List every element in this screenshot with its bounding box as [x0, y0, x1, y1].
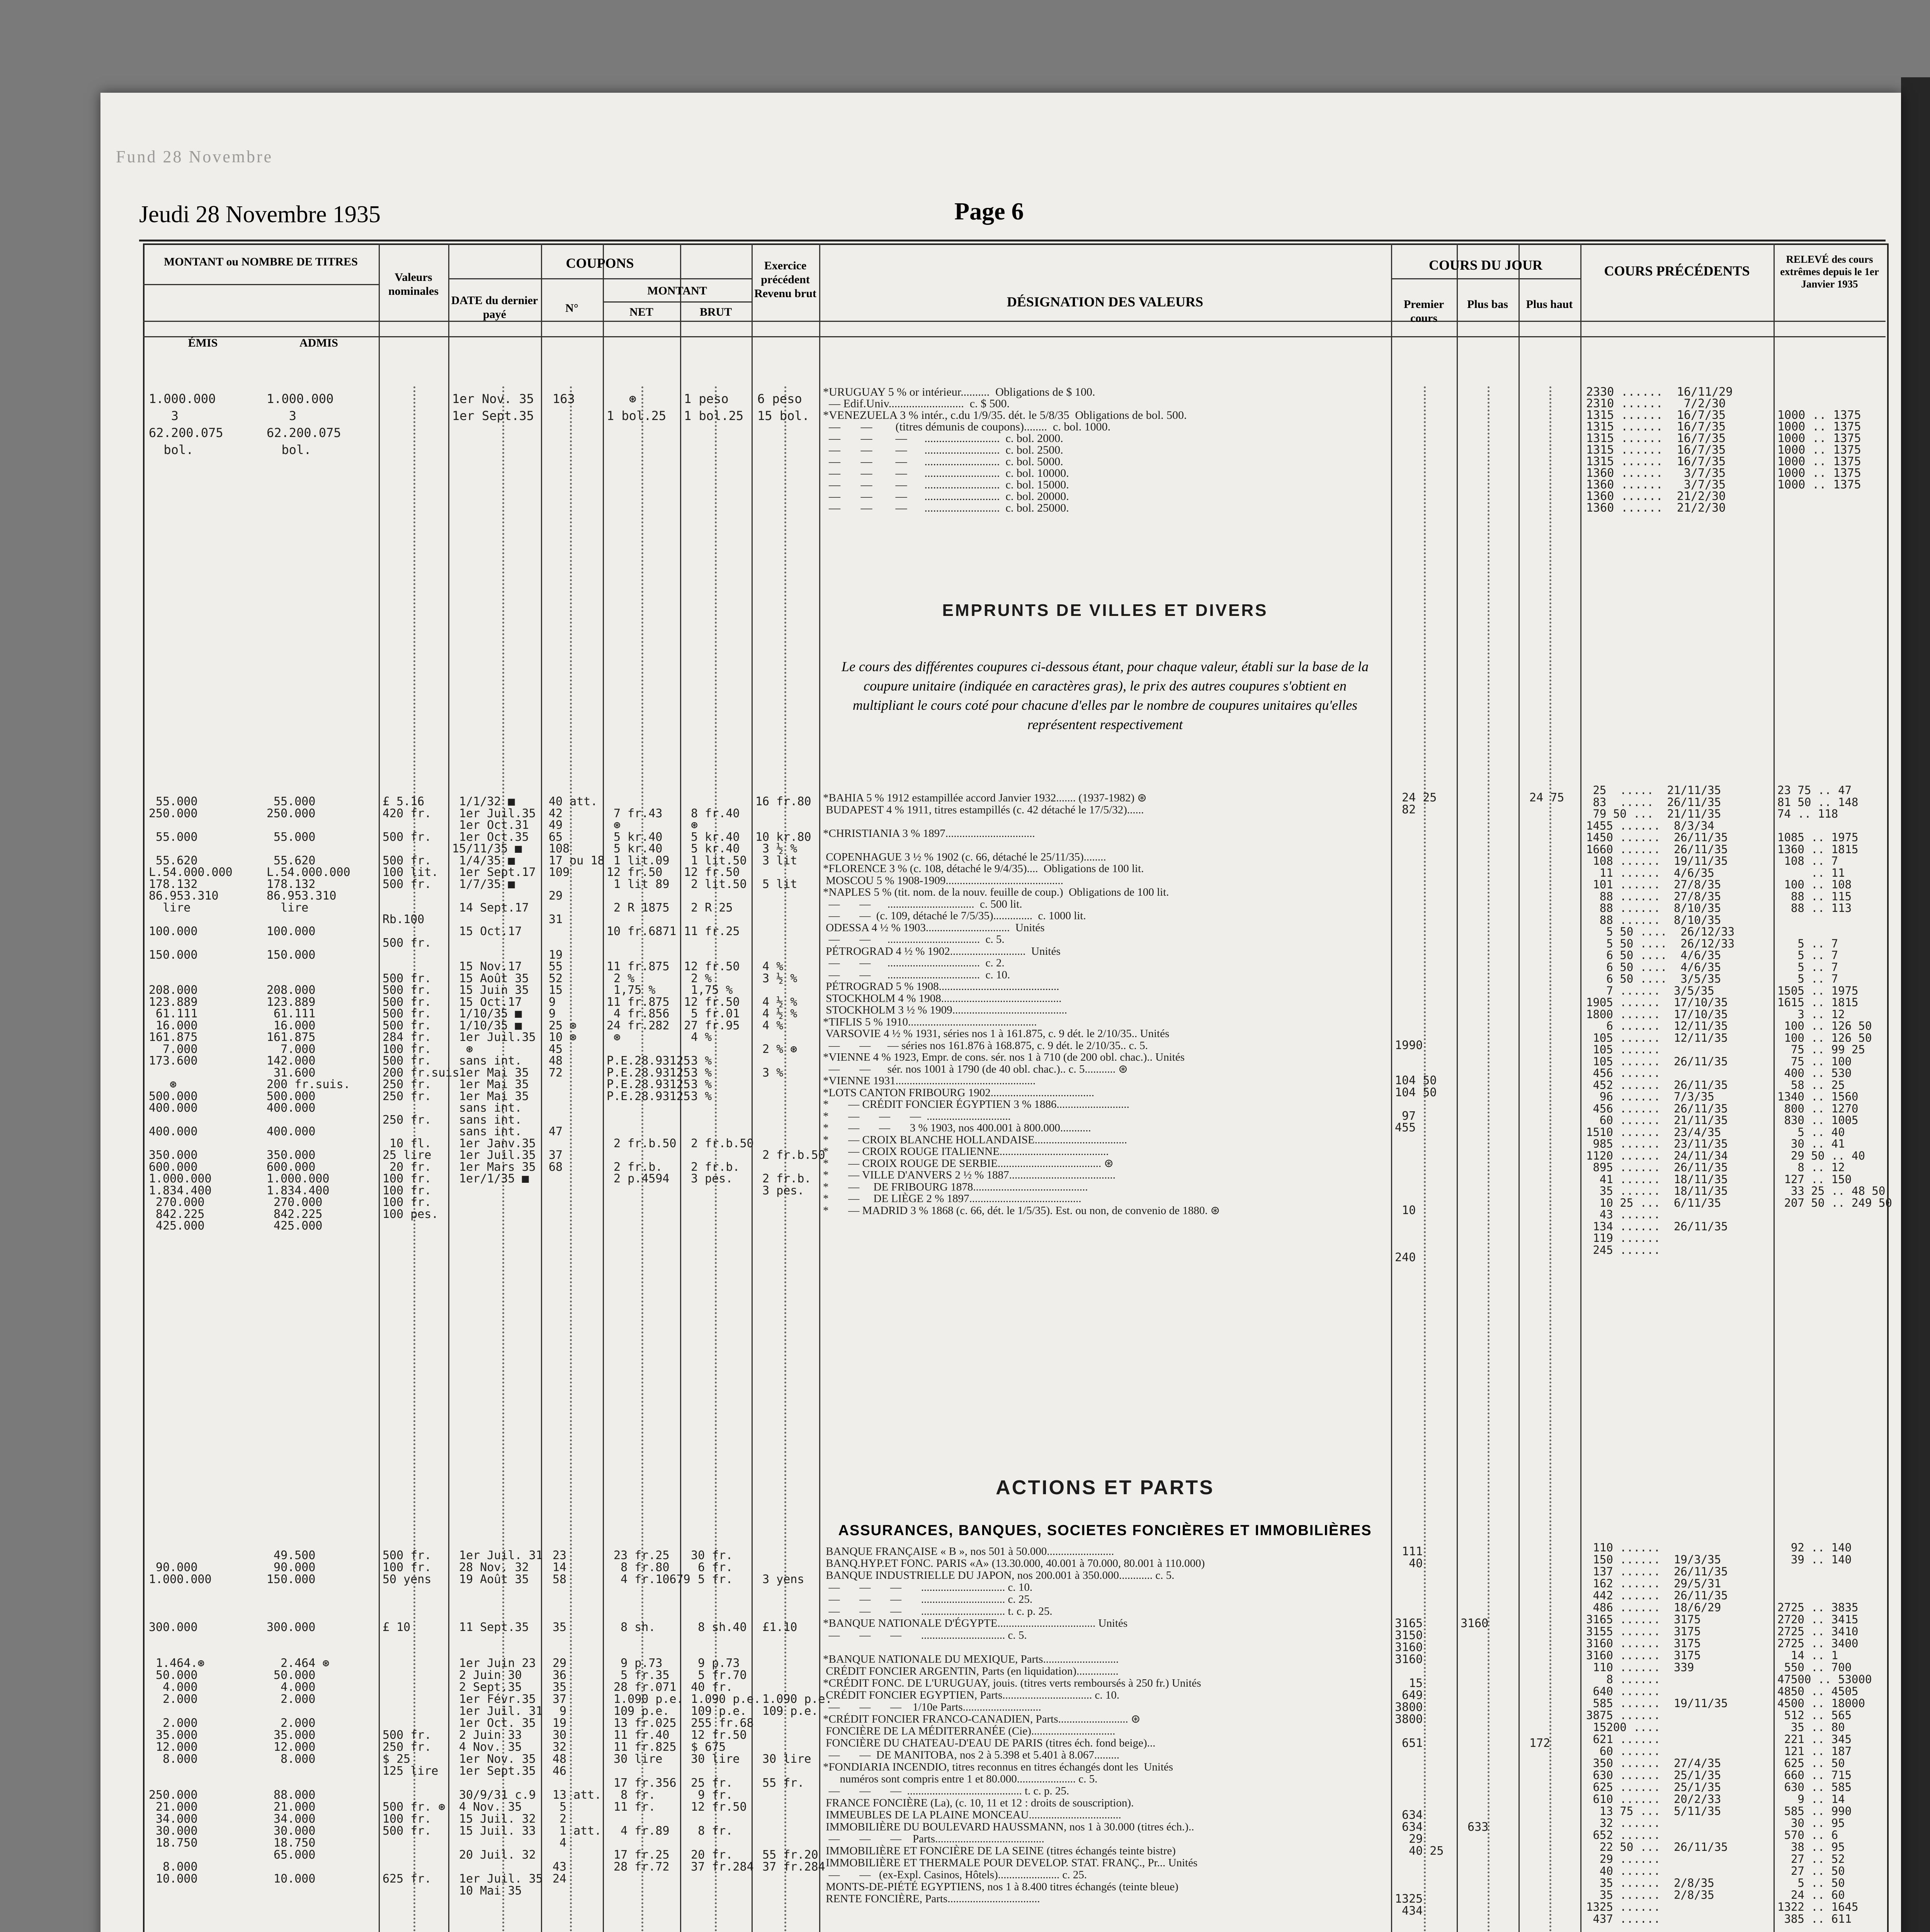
uruguay-num: 163: [553, 391, 575, 406]
assurances-plus-haut: 172: [1529, 1736, 1551, 1750]
assurances-revenu: 3 yens £1.10 1.090 p.e. 109 p.e. 30 lire 55 fr. 55 fr.20 37 fr.284: [762, 1573, 832, 1874]
titres-rule: [143, 284, 379, 285]
header-rule: [139, 240, 1886, 242]
emprunts-brut: 8 fr.40 ⊛ 5 kr.40 5 kr.40 1 lit.50 12 fr.50 2 lit.50 2 R 25 11 fr.25 12 fr.50 2 % 1,75 % 12 fr.50 5 fr.01 27 fr.95 4 % 3 % 3 % 3 % 3 % 2 fr.b.50 2 fr.b. 3 pes.: [684, 806, 754, 1185]
col-emis: ÉMIS: [188, 337, 218, 349]
cours-jour-rule: [1391, 278, 1580, 279]
assurances-precedents: 110 ...... 150 ...... 19/3/35 137 ...... 26/11/35 162 ...... 29/5/31 442 ...... 26/11/35 486 ...... 18/6/29 3165 ...... 3175 3155 ...... 3175 3160 ...... 3175 3160 ...... 3175 110 ...... 339 8 ...... 640 ...... 585 ...... 19/11/35 3875 ...... 15200 .... 621 ...... 60 ...... 350 ...... 27/4/35 630 ...... 25/1/35 625 ...... 25/1/35 610 ...... 20/2/33 13 75 ... 5/11/35 32 ...... 652 ...... 22 50 ... 26/11/35 29 ...... 40 ...... 35 ...... 2/8/35 35 ...... 2/8/35 1325 ...... 437 ......: [1586, 1541, 1728, 1925]
emprunts-releve: 23 75 .. 47 81 50 .. 148 74 .. 118 1085 .. 1975 1360 .. 1815 108 .. 7 .. 11 100 .. 108 88 .. 115 88 .. 113 5 .. 7 5 .. 7 5 .. 7 5 .. 7 1505 .. 1975 1615 .. 1815 3 .. 12 100 .. 126 50 100 .. 126 50 75 .. 99 25 75 .. 100 400 .. 530 58 .. 25 1340 .. 1560 800 .. 1270 830 .. 1005 5 .. 40 30 .. 41 29 50 .. 40 8 .. 12 127 .. 150 33 25 .. 48 50 207 50 .. 249 50: [1777, 784, 1892, 1209]
emprunts-date: 1/1/32 ■ 1er Juil.35 1er Oct.31 1er Oct.35 15/11/35 ■ 1/4/35 ■ 1er Sept.17 1/7/35 ■ 14 Sept.17 15 Oct.17 15 Nov.17 15 Août 35 15 Juin 35 15 Oct.17 1/10/35 ■ 1/10/35 ■ 1er Juil.35 ⊛ sans int. 1er Mai 35 1er Mai 35 1er Mai 35 sans int. sans int. sans int. 1er Janv.35 1er Juil.35 1er Mars 35 1er/1/35 ■: [452, 795, 536, 1185]
coupons-rule: [448, 278, 752, 279]
assurances-valeur-nominale: 500 fr. 100 fr. 50 yens £ 10 500 fr. 250 fr. $ 25 125 lire 500 fr. ⊛ 100 fr. 500 fr. 625 fr.: [383, 1549, 446, 1886]
emprunts-designation: *BAHIA 5 % 1912 estampillée accord Janvier 1932....... (1937-1982) ⊛ BUDAPEST 4 % 1911, titres estampillés (c. 42 détaché le 17/5/32)...... *CHRISTIANIA 3 % 1897................................ COPENHAGUE 3 ½ % 1902 (c. 66, détaché le 25/11/35)........ *FLORENCE 3 % (c. 108, détaché le 9/4/35).... Obligations de 100 lit. MOSCOU 5 % 1908-1909.......................................... *NAPLES 5 % (tit. nom. de la nouv. feuille de coup.) Obligations de 100 lit. — — ............................... c. 500 lit. — — (c. 109, détaché le 7/5/35).............. c. 1000 lit. ODESSA 4 ½ % 1903.............................. Unités — — ................................. c. 5. PÉTROGRAD 4 ½ % 1902........................... Unités — — ................................. c. 2. — — ................................. c. 10. PÉTROGRAD 5 % 1908........................................... STOCKHOLM 4 % 1908........................................... STOCKHOLM 3 ½ % 1909......................................... *TIFLIS 5 % 1910.............................................. VARSOVIE 4 ½ % 1931, séries nos 1 à 161.875, c. 9 dét. le 2/10/35.. Unités — — — séries nos 161.876 à 168.875, c. 9 dét. le 2/10/35.. c. 5. *VIENNE 4 % 1923, Empr. de cons. sér. nos 1 à 710 (de 200 obl. chac.).. Unités — — sér. nos 1001 à 1790 (de 40 obl. chac.).. c. 5........... ⊛ *VIENNE 1931.................................................. *LOTS CANTON FRIBOURG 1902..................................... * — CRÉDIT FONCIER ÉGYPTIEN 3 % 1886.......................... * — — — .............................. * — — 3 % 1903, nos 400.001 à 800.000........... * — CROIX BLANCHE HOLLANDAISE................................. * — CROIX ROUGE ITALIENNE....................................... * — CROIX ROUGE DE SERBIE..................................... ⊛ * — VILLE D'ANVERS 2 ½ % 1887...................................... * — DE FRIBOURG 1878......................................... * — DE LIÈGE 2 % 1897........................................ * — MADRID 3 % 1868 (c. 66, dét. le 1/5/35). Est. ou non, de convenio de 1880. ⊛: [823, 792, 1220, 1217]
uruguay-brut: 1 peso 1 bol.25: [684, 391, 744, 423]
col-montant: MONTANT ou NOMBRE DE TITRES: [164, 255, 358, 268]
col-valeurs-nominales: Valeurs nominales: [388, 271, 439, 298]
emprunts-admis: 55.000 250.000 55.000 55.620 L.54.000.000 178.132 86.953.310 lire 100.000 150.000 208.000 123.889 61.111 16.000 161.875 7.000 142.000 31.600 200 fr.suis. 500.000 400.000 400.000 350.000 600.000 1.000.000 1.834.400 270.000 842.225 425.000: [267, 795, 350, 1233]
column-rule: [1580, 243, 1581, 1932]
column-rule: [379, 243, 380, 1932]
col-cours-precedents: COURS PRÉCÉDENTS: [1604, 263, 1750, 279]
section-emprunts: EMPRUNTS DE VILLES ET DIVERS: [942, 601, 1268, 620]
emprunts-num: 40 att. 42 49 65 108 17 ou 18 109 29 31 19 55 52 15 9 9 25 ⊛ 10 ⊛ 45 48 72 47 37 68: [549, 795, 605, 1174]
uruguay-date: 1er Nov. 35 1er Sept.35: [452, 391, 534, 423]
page-stamp: Fund 28 Novembre: [116, 147, 273, 166]
section-assurances: ASSURANCES, BANQUES, SOCIETES FONCIÈRES ET IMMOBILIÈRES: [838, 1522, 1372, 1539]
emprunts-precedents: 25 ..... 21/11/35 83 ..... 26/11/35 79 50 ... 21/11/35 1455 ...... 8/3/34 1450 ...... 26/11/35 1660 ...... 26/11/35 108 ...... 19/11/35 11 ...... 4/6/35 101 ...... 27/8/35 88 ...... 27/8/35 88 ...... 8/10/35 88 ...... 8/10/35 5 50 .... 26/12/33 5 50 .... 26/12/33 6 50 .... 4/6/35 6 50 .... 4/6/35 6 50 .... 3/5/35 7 ...... 3/5/35 1905 ...... 17/10/35 1800 ...... 17/10/35 6 ...... 12/11/35 105 ...... 12/11/35 105 ...... 105 ...... 26/11/35 456 ...... 452 ...... 26/11/35 96 ...... 7/3/35 456 ...... 26/11/35 60 ...... 21/11/35 1510 ...... 23/4/35 985 ...... 23/11/35 1120 ...... 24/11/34 895 ...... 26/11/35 41 ...... 18/11/35 35 ...... 18/11/35 10 25 ... 6/11/35 43 ...... 134 ...... 26/11/35 119 ...... 245 ......: [1586, 784, 1735, 1257]
uruguay-net: ⊛ 1 bol.25: [607, 391, 667, 423]
col-releve: RELEVÉ des cours extrêmes depuis le 1er Janvier 1935: [1780, 253, 1879, 290]
header-bottom-rule: [143, 321, 1886, 322]
assurances-plus-bas: 3160 633: [1461, 1617, 1489, 1834]
emprunts-valeur-nominale: £ 5.16 420 fr. 500 fr. 500 fr. 100 lit. 500 fr. Rb.100 500 fr. 500 fr. 500 fr. 500 fr. 500 fr. 500 fr. 284 fr. 100 fr. 500 fr. 200 fr.suis. 250 fr. 250 fr. 250 fr. 10 fl. 25 lire 20 fr. 100 fr. 100 fr. 100 fr. 100 pes.: [383, 795, 466, 1221]
emprunts-emis: 55.000 250.000 55.000 55.620 L.54.000.000 178.132 86.953.310 lire 100.000 150.000 208.000 123.889 61.111 16.000 161.875 7.000 173.600 ⊛ 500.000 400.000 400.000 350.000 600.000 1.000.000 1.834.400 270.000 842.225 425.000: [149, 795, 233, 1233]
col-net: NET: [629, 306, 653, 318]
col-brut: BRUT: [699, 306, 732, 318]
col-plus-haut: Plus haut: [1526, 298, 1573, 311]
page-date: Jeudi 28 Novembre 1935: [139, 201, 381, 228]
header-bottom-rule: [143, 336, 1886, 337]
uruguay-revenu: 6 peso 15 bol.: [757, 391, 809, 423]
column-rule: [1391, 243, 1392, 1932]
assurances-designation: BANQUE FRANÇAISE « B », nos 501 à 50.000........................ BANQ.HYP.ET FONC. PARIS «A» (13.30.000, 40.001 à 70.000, 80.001 à 110.000) BANQUE INDUSTRIELLE DU JAPON, nos 200.001 à 350.000............ c. 5. — — — .............................. c. 10. — — — .............................. c. 25. — — — .............................. t. c. p. 25. *BANQUE NATIONALE D'ÉGYPTE................................... Unités — — — .............................. c. 5. *BANQUE NATIONALE DU MEXIQUE, Parts........................... CRÉDIT FONCIER ARGENTIN, Parts (en liquidation)............... *CRÉDIT FONC. DE L'URUGUAY, jouis. (titres verts remboursés à 250 fr.) Unités CRÉDIT FONCIER EGYPTIEN, Parts................................ c. 10. — — — 1/10e Parts............................ *CRÉDIT FONCIER FRANCO-CANADIEN, Parts......................... ⊛ FONCIÈRE DE LA MÉDITERRANÉE (Cie).............................. FONCIÈRE DU CHATEAU-D'EAU DE PARIS (titres éch. fond beige)... — — DE MANITOBA, nos 2 à 5.398 et 5.401 à 8.067......... *FONDIARIA INCENDIO, titres reconnus en titres échangés dont les Unités numéros sont compris entre 1 et 80.000..................... c. 5. — — — ......................................... t. c. p. 25. FRANCE FONCIÈRE (La), (c. 10, 11 et 12 : droits de souscription). IMMEUBLES DE LA PLAINE MONCEAU................................. IMMOBILIÈRE DU BOULEVARD HAUSSMANN, nos 1 à 30.000 (titres éch.).. — — — Parts....................................... IMMOBILIÈRE ET FONCIÈRE DE LA SEINE (titres échangés teinte bistre) IMMOBILIÈRE ET THERMALE POUR DEVELOP. STAT. FRANÇ., Pr... Unités — — (ex-Expl. Casinos, Hôtels)...................... c. 25. MONTS-DE-PIÉTÉ EGYPTIENS, nos 1 à 8.400 titres échangés (teinte bleue) RENTE FONCIÈRE, Parts.................................: [823, 1545, 1205, 1905]
uruguay-admis: 1.000.000 3 62.200.075 bol.: [267, 391, 341, 457]
montant-rule: [603, 301, 752, 303]
assurances-emis: 90.000 1.000.000 300.000 1.464.⊛ 50.000 4.000 2.000 2.000 35.000 12.000 8.000 250.000 21.000 34.000 30.000 18.750 8.000 10.000: [149, 1561, 212, 1886]
col-plus-bas: Plus bas: [1467, 298, 1508, 311]
col-exercice: Exercice précédent Revenu brut: [754, 259, 816, 300]
column-rule: [1457, 243, 1458, 1932]
emprunts-premier-cours: 24 25 82 1990 104 50 104 50 97 455 10 240: [1395, 791, 1437, 1264]
emprunts-revenu: 16 fr.80 10 kr.80 3 ½ % 3 lit 5 lit 4 % 3 ½ % 4 ½ % 4 ½ % 4 % 2 % ⊛ 3 % 2 fr.b.50 2 fr.b. 3 pes.: [755, 795, 825, 1197]
assurances-brut: 30 fr. 6 fr. 5 fr. 8 sh.40 9 p.73 5 fr.70 40 fr. 1.090 p.e. 109 p.e. 255 fr.68 12 fr.50 $ 675 30 lire 25 fr. 9 fr. 12 fr.50 8 fr. 20 fr. 37 fr.284: [691, 1549, 761, 1874]
emprunts-net: 7 fr.43 ⊛ 5 kr.40 5 kr.40 1 lit.09 12 fr.50 1 lit 89 2 R 1875 10 fr.6871 11 fr.875 2 % 1,75 % 11 fr.875 4 fr.856 24 fr.282 ⊛ P.E.28.93125 P.E.28.93125 P.E.28.93125 P.E.28.93125 2 fr.b.50 2 fr.b. 2 p.4594: [607, 806, 690, 1185]
assurances-net: 23 fr.25 8 fr.80 4 fr.10679 8 sh. 9 p.73 5 fr.35 28 fr.071 1.090 p.e. 109 p.e. 13 fr.025 11 fr.40 11 fr.825 30 lire 17 fr.356 8 fr. 11 fr. 4 fr.89 17 fr.25 28 fr.72: [614, 1549, 690, 1874]
section-actions: ACTIONS ET PARTS: [996, 1476, 1214, 1499]
assurances-date: 1er Juil. 31 28 Nov. 32 19 Août 35 11 Sept.35 1er Juin 23 2 Juin 30 2 Sept.35 1er Févr.35 1er Juil. 31 1er Oct. 35 2 Juin 33 4 Nov. 35 1er Nov. 35 1er Sept.35 30/9/31 c.9 4 Nov. 35 15 Juil. 32 15 Juil. 33 20 Juil. 32 1er Juil. 35 10 Mai 35: [459, 1549, 543, 1898]
assurances-num: 23 14 58 35 29 36 35 37 9 19 30 32 48 46 13 att. 5 2 1 att. 4 43 24: [553, 1549, 602, 1886]
col-admis: ADMIS: [299, 337, 338, 349]
adjacent-page-edge: [1901, 77, 1930, 1932]
col-date-dernier-paye: DATE du dernier payé: [451, 294, 538, 321]
assurances-admis: 49.500 90.000 150.000 300.000 2.464 ⊛ 50.000 4.000 2.000 2.000 35.000 12.000 8.000 88.000 21.000 34.000 30.000 18.750 65.000 10.000: [267, 1549, 330, 1886]
page-number: Page 6: [954, 197, 1024, 225]
emprunts-note: Le cours des différentes coupures ci-dessous étant, pour chaque valeur, établi sur la base de la coupure unitaire (indiquée en caractères gras), le prix des autres coupures s'obtient en multipliant le cours coté pour chacune d'elles par le nombre de coupures unitaires qu'elles représentent respectivement: [841, 659, 1369, 732]
assurances-releve: 92 .. 140 39 .. 140 2725 .. 3835 2720 .. 3415 2725 .. 3410 2725 .. 3400 14 .. 1 550 .. 700 47500 .. 53000 4850 .. 4505 4500 .. 18000 512 .. 565 35 .. 80 221 .. 345 121 .. 187 625 .. 50 660 .. 715 630 .. 585 9 .. 14 585 .. 990 30 .. 95 570 .. 6 38 .. 95 27 .. 52 27 .. 50 5 .. 50 24 .. 60 1322 .. 1645 385 .. 611: [1777, 1541, 1872, 1925]
col-designation: DÉSIGNATION DES VALEURS: [1007, 294, 1204, 310]
column-rule: [1774, 243, 1775, 1932]
uruguay-designation: *URUGUAY 5 % or intérieur.......... Obligations de $ 100. — Edif.Univ.......................... c. $ 500. *VENEZUELA 3 % intér., c.du 1/9/35. dét. le 5/8/35 Obligations de bol. 500. — — (titres démunis de coupons)........ c. bol. 1000. — — — .......................... c. bol. 2000. — — — .......................... c. bol. 2500. — — — .......................... c. bol. 5000. — — — .......................... c. bol. 10000. — — — .......................... c. bol. 15000. — — — .......................... c. bol. 20000. — — — .......................... c. bol. 25000.: [823, 386, 1187, 514]
column-rule: [1518, 243, 1520, 1932]
col-premier-cours: Premier cours: [1403, 298, 1444, 325]
emprunts-plus-haut: 24 75: [1522, 791, 1564, 804]
assurances-premier-cours: 111 40 3165 3150 3160 3160 15 649 3800 3800 651 634 634 29 40 25 1325 434: [1395, 1545, 1444, 1918]
uruguay-releve: 1000 .. 1375 1000 .. 1375 1000 .. 1375 1000 .. 1375 1000 .. 1375 1000 .. 1375 1000 .. 1375: [1777, 408, 1861, 492]
col-cours-du-jour: COURS DU JOUR: [1428, 257, 1542, 273]
uruguay-precedents: 2330 ...... 16/11/29 2310 ...... 7/2/30 1315 ...... 16/7/35 1315 ...... 16/7/35 1315 ...... 16/7/35 1315 ...... 16/7/35 1315 ...... 16/7/35 1360 ...... 3/7/35 1360 ...... 3/7/35 1360 ...... 21/2/30 1360 ...... 21/2/30: [1586, 385, 1733, 515]
col-numero: N°: [565, 302, 578, 315]
col-coupons: COUPONS: [566, 255, 634, 271]
col-montant-coupon: MONTANT: [647, 284, 707, 297]
uruguay-emis: 1.000.000 3 62.200.075 bol.: [149, 391, 223, 457]
